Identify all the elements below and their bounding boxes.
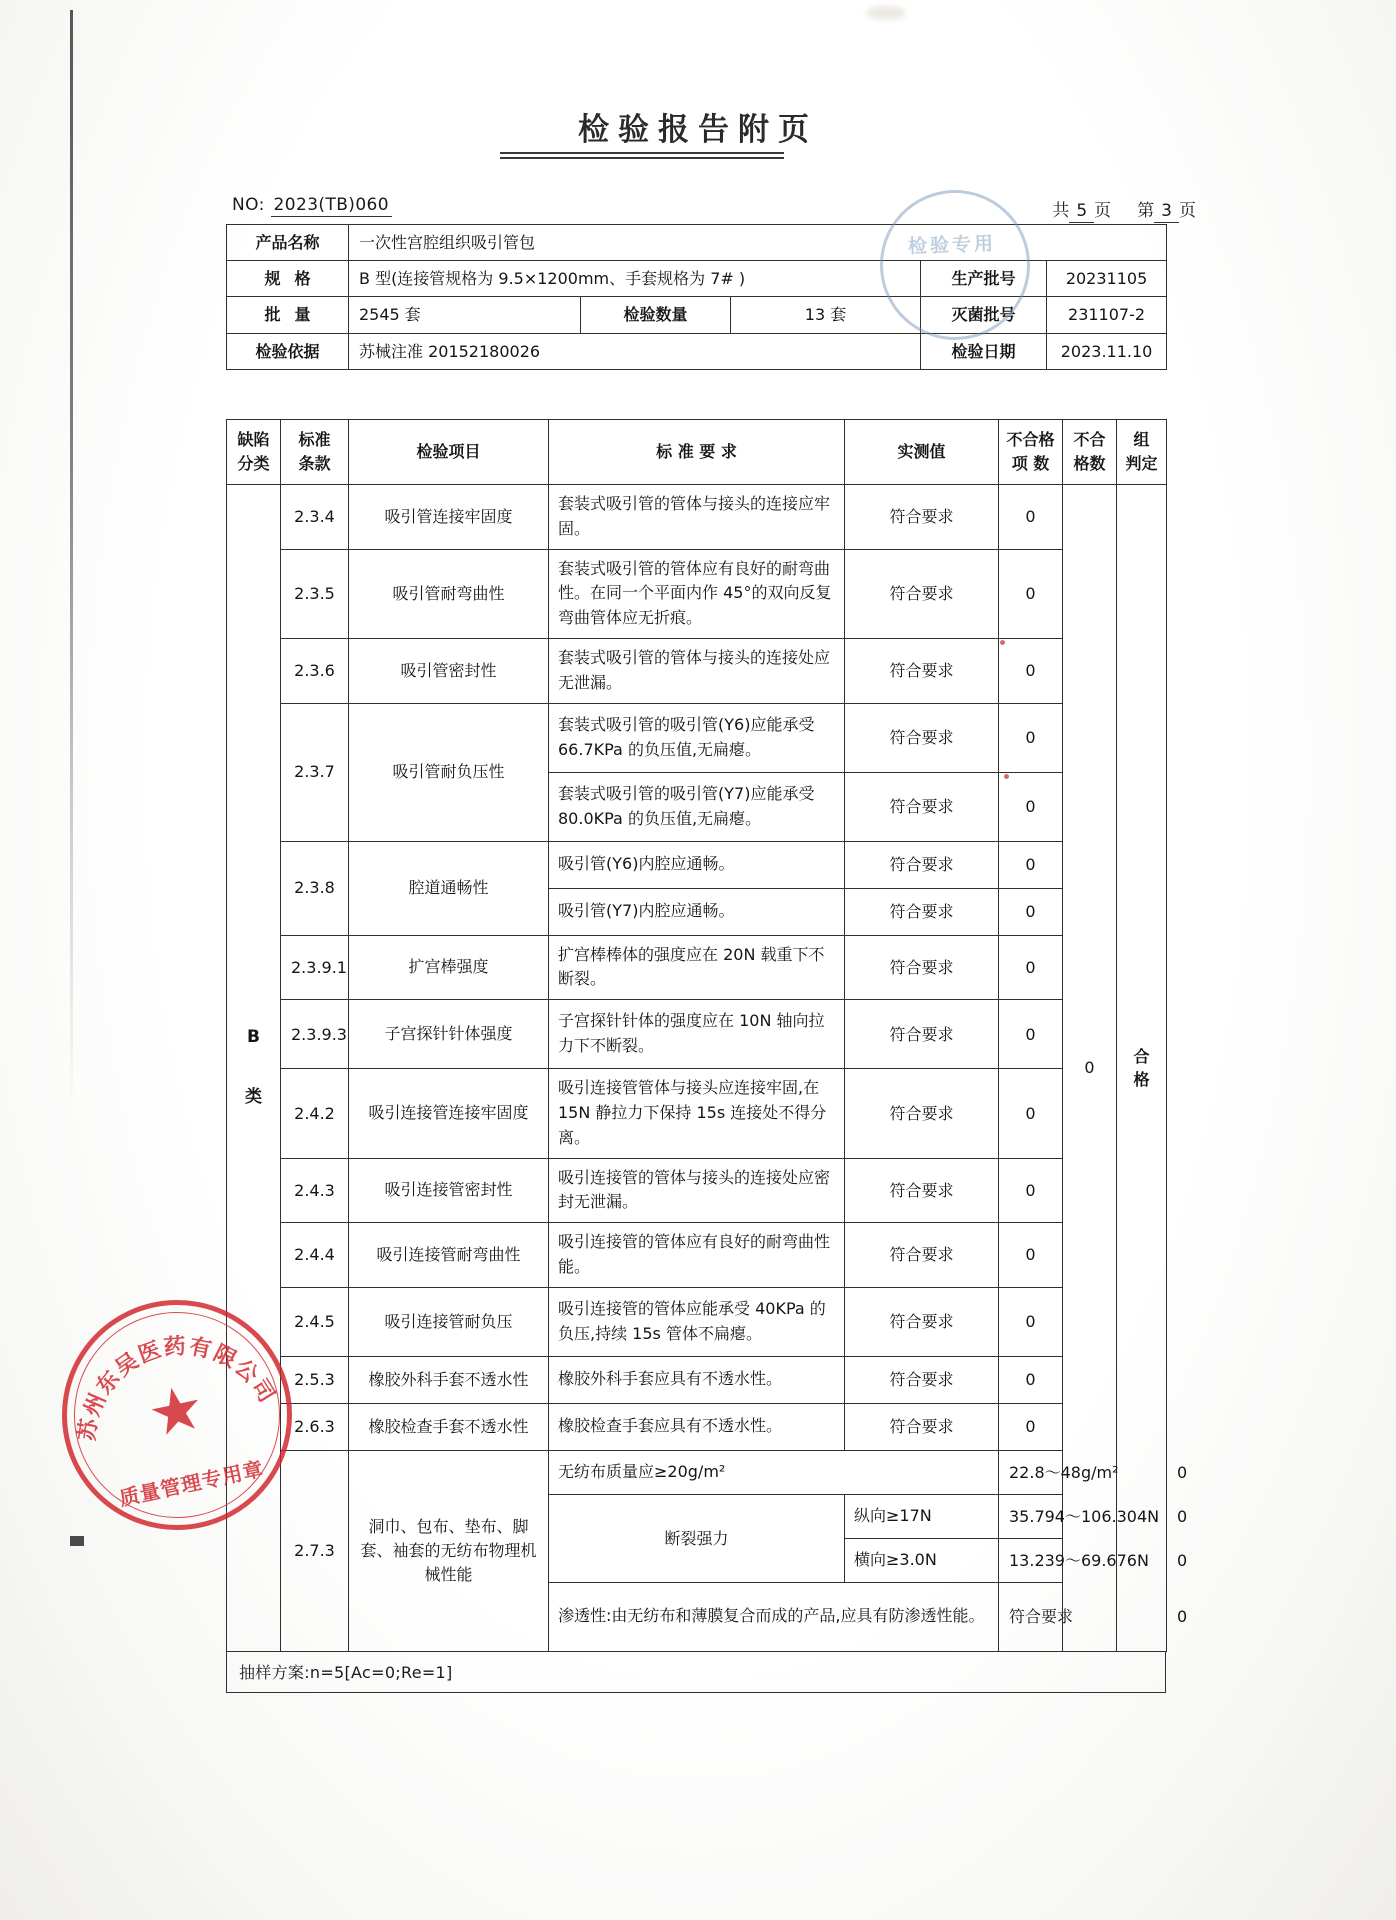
fail-count-cell: 0 — [1063, 485, 1117, 1652]
col-fail-count — [1063, 420, 1117, 485]
blue-seal-label: 检验专用 — [907, 233, 997, 259]
inspection-results-table — [226, 419, 1188, 1652]
ink-mark — [1000, 640, 1005, 645]
inspect-qty-value: 13 套 — [731, 297, 921, 333]
requirement-cell: 横向≥3.0N — [845, 1538, 999, 1582]
sampling-plan-note: 抽样方案:n=5[Ac=0;Re=1] — [226, 1651, 1166, 1693]
production-lot-value: 20231105 — [1047, 261, 1167, 297]
requirement-cell: 吸引连接管的管体应能承受 40KPa 的负压,持续 15s 管体不扁瘪。 — [549, 1287, 845, 1356]
requirement-cell: 套装式吸引管的管体与接头的连接处应无泄漏。 — [549, 638, 845, 703]
measured-cell: 符合要求 — [845, 772, 999, 841]
clause-cell: 2.3.4 — [281, 485, 349, 550]
requirement-cell: 吸引管(Y7)内腔应通畅。 — [549, 888, 845, 935]
col-fail-count-line2: 格数 — [1073, 454, 1106, 473]
fail-items-cell: 0 — [999, 1287, 1063, 1356]
clause-cell: 2.3.7 — [281, 703, 349, 841]
table-row — [227, 703, 1167, 772]
defect-class-line2: 类 — [245, 1086, 262, 1107]
clause-cell: 2.4.4 — [281, 1223, 349, 1288]
fail-items-cell: 0 — [999, 935, 1063, 1000]
col-item: 检验项目 — [349, 420, 549, 485]
requirement-cell: 套装式吸引管的吸引管(Y6)应能承受 66.7KPa 的负压值,无扁瘪。 — [549, 703, 845, 772]
break-strength-label: 断裂强力 — [549, 1494, 845, 1582]
table-row — [227, 485, 1167, 550]
current-page-suffix: 页 — [1179, 201, 1196, 221]
requirement-cell: 套装式吸引管的吸引管(Y7)应能承受 80.0KPa 的负压值,无扁瘪。 — [549, 772, 845, 841]
star-icon: ★ — [141, 1368, 211, 1452]
fail-items-cell: 0 — [999, 841, 1063, 888]
defect-class-inner — [237, 1019, 270, 1116]
group-verdict-cell: 合格 — [1117, 485, 1167, 1652]
clause-cell: 2.4.2 — [281, 1069, 349, 1158]
table-row — [227, 1223, 1167, 1288]
measured-cell: 符合要求 — [845, 549, 999, 638]
item-cell: 吸引管耐负压性 — [349, 703, 549, 841]
table-row — [227, 1356, 1167, 1403]
product-name-label: 产品名称 — [227, 225, 349, 261]
col-group-line2: 判定 — [1125, 454, 1158, 473]
table-row: 渗透性:由无纺布和薄膜复合而成的产品,应具有防渗透性能。 符合要求 0 — [227, 1582, 1167, 1651]
col-group-verdict — [1117, 420, 1167, 485]
table-row: 断裂强力 纵向≥17N 35.794～106.304N 0 — [227, 1494, 1167, 1538]
inspection-rows — [227, 485, 1188, 1652]
basis-value: 苏械注准 20152180026 — [349, 333, 921, 369]
clause-cell: 2.3.9.3 — [281, 1000, 349, 1069]
col-fail-count-line1: 不合 — [1073, 430, 1106, 449]
requirement-cell: 橡胶检查手套应具有不透水性。 — [549, 1403, 845, 1450]
product-info-table — [226, 224, 1167, 370]
measured-cell: 22.8～48g/m² — [999, 1450, 1063, 1494]
requirement-cell: 橡胶外科手套应具有不透水性。 — [549, 1356, 845, 1403]
total-pages-value: 5 — [1069, 201, 1094, 223]
col-group-line1: 组 — [1133, 430, 1150, 449]
total-pages — [1052, 196, 1111, 221]
clause-cell: 2.4.3 — [281, 1158, 349, 1223]
col-defect-class — [227, 420, 281, 485]
item-cell: 吸引连接管耐负压 — [349, 1287, 549, 1356]
item-cell: 吸引连接管密封性 — [349, 1158, 549, 1223]
page-indicator — [1052, 196, 1196, 221]
col-requirement: 标 准 要 求 — [549, 420, 845, 485]
measured-cell: 35.794～106.304N — [999, 1494, 1063, 1538]
measured-cell: 符合要求 — [845, 638, 999, 703]
col-fail-items — [999, 420, 1063, 485]
item-cell: 吸引管连接牢固度 — [349, 485, 549, 550]
batch-size-label: 批量 — [227, 297, 349, 333]
table-row — [227, 1158, 1167, 1223]
spec-value: B 型(连接管规格为 9.5×1200mm、手套规格为 7# ) — [349, 261, 921, 297]
requirement-cell: 吸引连接管管体与接头应连接牢固,在 15N 静拉力下保持 15s 连接处不得分离。 — [549, 1069, 845, 1158]
col-fail-items-line2: 项 数 — [1011, 454, 1050, 473]
item-cell: 洞巾、包布、垫布、脚套、袖套的无纺布物理机械性能 — [349, 1450, 549, 1651]
measured-cell: 符合要求 — [845, 1356, 999, 1403]
item-cell: 吸引连接管耐弯曲性 — [349, 1223, 549, 1288]
requirement-cell: 扩宫棒棒体的强度应在 20N 载重下不断裂。 — [549, 935, 845, 1000]
fail-items-cell: 0 — [999, 1069, 1063, 1158]
table-row — [227, 549, 1167, 638]
current-page-prefix: 第 — [1137, 201, 1155, 221]
batch-size-value: 2545 套 — [349, 297, 581, 333]
requirement-cell: 无纺布质量应≥20g/m² — [549, 1450, 999, 1494]
item-cell: 吸引管密封性 — [349, 638, 549, 703]
requirement-cell: 套装式吸引管的管体应有良好的耐弯曲性。在同一个平面内作 45°的双向反复弯曲管体应无折痕。 — [549, 549, 845, 638]
requirement-cell: 子宫探针针体的强度应在 10N 轴向拉力下不断裂。 — [549, 1000, 845, 1069]
fail-items-cell: 0 — [999, 485, 1063, 550]
col-defect-class-line2: 分类 — [237, 454, 270, 473]
requirement-cell: 渗透性:由无纺布和薄膜复合而成的产品,应具有防渗透性能。 — [549, 1582, 999, 1651]
requirement-cell: 吸引连接管的管体与接头的连接处应密封无泄漏。 — [549, 1158, 845, 1223]
report-number-label: NO: — [232, 195, 265, 215]
measured-cell: 符合要求 — [845, 1287, 999, 1356]
measured-cell: 符合要求 — [999, 1582, 1063, 1651]
defect-class-line1: B — [247, 1027, 260, 1048]
current-page-value: 3 — [1154, 201, 1179, 223]
info-row-batch — [227, 297, 1167, 333]
col-clause-line2: 条款 — [298, 454, 331, 473]
col-clause — [281, 420, 349, 485]
seal-bottom-label: 质量管理专用章 — [117, 1456, 266, 1511]
table-row — [227, 1069, 1167, 1158]
clause-cell: 2.3.8 — [281, 841, 349, 935]
fail-items-cell: 0 — [999, 888, 1063, 935]
clause-cell: 2.7.3 — [281, 1450, 349, 1651]
clause-cell: 2.3.5 — [281, 549, 349, 638]
item-cell: 吸引管耐弯曲性 — [349, 549, 549, 638]
fail-items-cell: 0 — [999, 1000, 1063, 1069]
measured-cell: 符合要求 — [845, 703, 999, 772]
table-header-row — [227, 420, 1167, 485]
fail-items-cell: 0 — [999, 1158, 1063, 1223]
sterilize-lot-label: 灭菌批号 — [921, 297, 1047, 333]
fail-items-cell: 0 — [999, 638, 1063, 703]
table-row — [227, 841, 1167, 888]
measured-cell: 符合要求 — [845, 485, 999, 550]
item-cell: 子宫探针针体强度 — [349, 1000, 549, 1069]
measured-cell: 符合要求 — [845, 888, 999, 935]
clause-cell: 2.4.5 — [281, 1287, 349, 1356]
info-row-basis — [227, 333, 1167, 369]
title-underline — [500, 152, 784, 159]
measured-cell: 符合要求 — [845, 1158, 999, 1223]
basis-label: 检验依据 — [227, 333, 349, 369]
inspect-date-label: 检验日期 — [921, 333, 1047, 369]
col-defect-class-line1: 缺陷 — [237, 430, 270, 449]
fail-items-cell: 0 — [999, 1223, 1063, 1288]
inspect-date-value: 2023.11.10 — [1047, 333, 1167, 369]
current-page — [1137, 196, 1196, 221]
item-cell: 橡胶检查手套不透水性 — [349, 1403, 549, 1450]
measured-cell: 符合要求 — [845, 1000, 999, 1069]
report-number-value: 2023(TB)060 — [271, 195, 392, 217]
production-lot-label: 生产批号 — [921, 261, 1047, 297]
item-cell: 橡胶外科手套不透水性 — [349, 1356, 549, 1403]
table-row: 横向≥3.0N 13.239～69.676N 0 — [227, 1538, 1167, 1582]
fail-items-cell: 0 — [999, 1403, 1063, 1450]
measured-cell: 符合要求 — [845, 1069, 999, 1158]
sterilize-lot-value: 231107-2 — [1047, 297, 1167, 333]
fail-items-cell: 0 — [999, 772, 1063, 841]
requirement-cell: 吸引连接管的管体应有良好的耐弯曲性能。 — [549, 1223, 845, 1288]
requirement-cell: 吸引管(Y6)内腔应通畅。 — [549, 841, 845, 888]
info-row-product-name — [227, 225, 1167, 261]
table-row — [227, 638, 1167, 703]
measured-cell: 符合要求 — [845, 1403, 999, 1450]
item-cell: 腔道通畅性 — [349, 841, 549, 935]
item-cell: 扩宫棒强度 — [349, 935, 549, 1000]
measured-cell: 13.239～69.676N — [999, 1538, 1063, 1582]
measured-cell: 符合要求 — [845, 935, 999, 1000]
table-row — [227, 935, 1167, 1000]
col-clause-line1: 标准 — [298, 430, 331, 449]
col-fail-items-line1: 不合格 — [1006, 430, 1055, 449]
ink-mark — [1004, 774, 1009, 779]
fail-items-cell: 0 — [999, 703, 1063, 772]
clause-cell: 2.5.3 — [281, 1356, 349, 1403]
fail-items-cell: 0 — [999, 1356, 1063, 1403]
fail-items-cell: 0 — [999, 549, 1063, 638]
item-cell: 吸引连接管连接牢固度 — [349, 1069, 549, 1158]
clause-cell: 2.3.6 — [281, 638, 349, 703]
info-row-spec — [227, 261, 1167, 297]
measured-cell: 符合要求 — [845, 1223, 999, 1288]
total-pages-prefix: 共 — [1052, 201, 1070, 221]
table-row — [227, 1403, 1167, 1450]
measured-cell: 符合要求 — [845, 841, 999, 888]
requirement-cell: 套装式吸引管的管体与接头的连接应牢固。 — [549, 485, 845, 550]
clause-cell: 2.6.3 — [281, 1403, 349, 1450]
requirement-cell: 纵向≥17N — [845, 1494, 999, 1538]
seal-arc-label: 苏州东吴医药有限公司 — [75, 1334, 280, 1443]
col-measured: 实测值 — [845, 420, 999, 485]
table-row: 2.7.3 洞巾、包布、垫布、脚套、袖套的无纺布物理机械性能 无纺布质量应≥20g/m² 22.8～48g/m² 0 — [227, 1450, 1167, 1494]
page-title: 检验报告附页 — [578, 112, 818, 148]
inspect-qty-label: 检验数量 — [581, 297, 731, 333]
spec-label: 规格 — [227, 261, 349, 297]
table-row — [227, 1000, 1167, 1069]
report-number — [232, 195, 392, 215]
total-pages-suffix: 页 — [1094, 201, 1112, 221]
product-name-value: 一次性宫腔组织吸引管包 — [349, 225, 1167, 261]
table-row — [227, 1287, 1167, 1356]
clause-cell: 2.3.9.1 — [281, 935, 349, 1000]
